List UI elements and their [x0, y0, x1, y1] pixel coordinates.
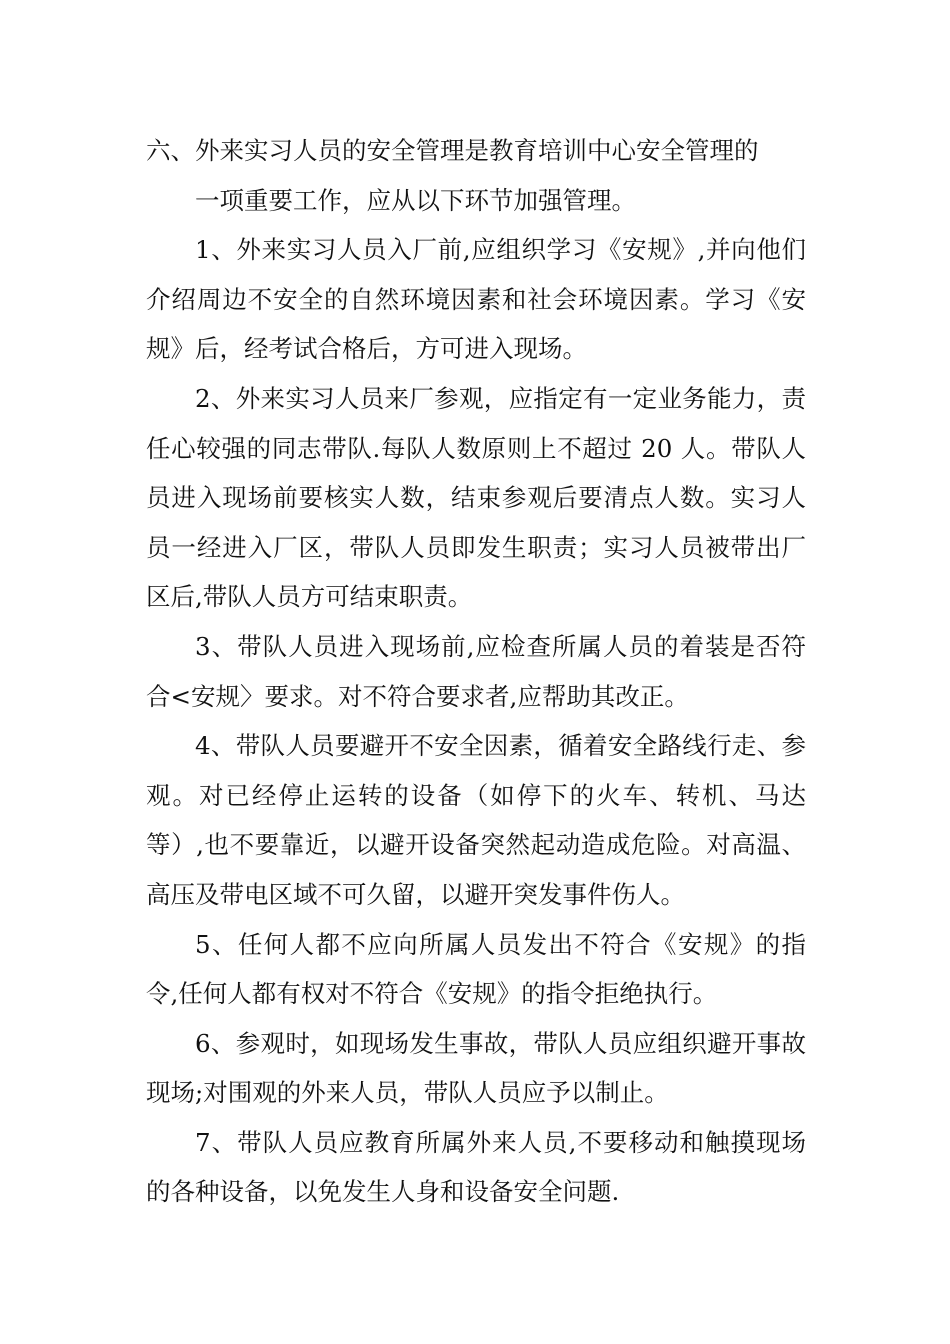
paragraph-item-5: 5、任何人都不应向所属人员发出不符合《安规》的指令,任何人都有权对不符合《安规》的指令拒绝执行。: [146, 929, 806, 1009]
paragraph-item-4: 4、带队人员要避开不安全因素，循着安全路线行走、参观。对已经停止运转的设备（如停下的火车、转机、马达等）,也不要靠近，以避开设备突然起动造成危险。对高温、高压及带电区域不可久留，以避开突发事件伤人。: [146, 731, 806, 909]
paragraph-item-1: 1、外来实习人员入厂前,应组织学习《安规》,并向他们介绍周边不安全的自然环境因素和社会环境因素。学习《安规》后，经考试合格后，方可进入现场。: [146, 235, 806, 364]
section-heading-line-2: 一项重要工作，应从以下环节加强管理。: [195, 185, 636, 215]
section-heading-line-1: 六、外来实习人员的安全管理是教育培训中心安全管理的: [146, 136, 759, 165]
document-body: [146, 126, 806, 1217]
paragraph-item-6: 6、参观时，如现场发生事故，带队人员应组织避开事故现场;对围观的外来人员，带队人员应予以制止。: [146, 1028, 806, 1108]
paragraph-item-3: 3、带队人员进入现场前,应检查所属人员的着装是否符合<安规〉要求。对不符合要求者,应帮助其改正。: [146, 631, 806, 711]
paragraph-item-7: 7、带队人员应教育所属外来人员,不要移动和触摸现场的各种设备，以免发生人身和设备安全问题.: [146, 1127, 806, 1207]
paragraph-item-2: 2、外来实习人员来厂参观，应指定有一定业务能力，责任心较强的同志带队.每队人数原则上不超过 20 人。带队人员进入现场前要核实人数，结束参观后要清点人数。实习人员一经进入厂区，带队人员即发生职责；实习人员被带出厂区后,带队人员方可结束职责。: [146, 383, 806, 612]
